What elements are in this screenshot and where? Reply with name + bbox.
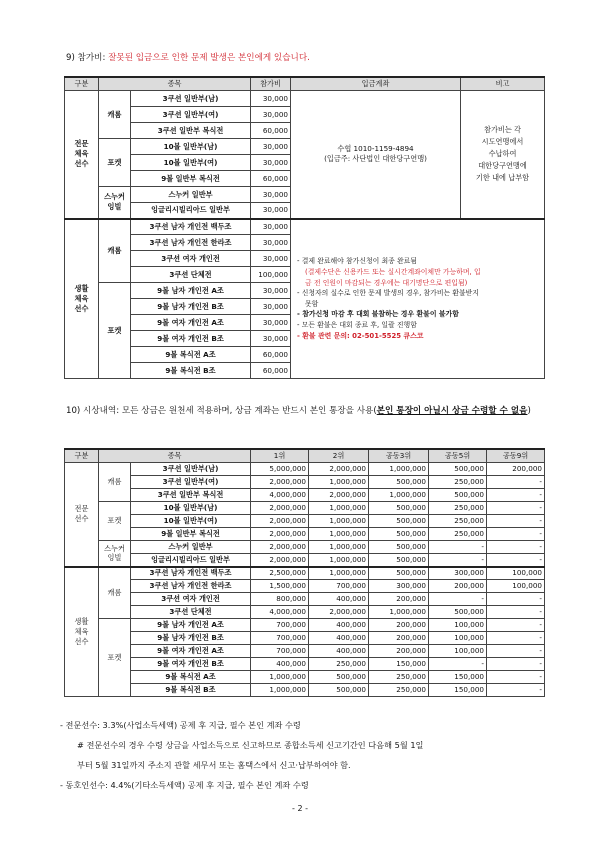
prize-third: 500,000 [369,554,429,567]
event-name: 9볼 복식전 A조 [131,347,251,363]
header-fifth: 공동5위 [429,449,487,463]
table-row [65,476,545,489]
event-fee: 30,000 [251,219,291,235]
prize-table [64,448,545,697]
prize-first: 2,000,000 [251,502,309,515]
prize-second: 400,000 [309,593,369,606]
event-fee: 30,000 [251,251,291,267]
event-name: 3쿠션 일반부(남) [131,91,251,107]
prize-ninth: - [487,684,545,697]
sub-carom: 캐롬 [99,91,131,139]
prize-fifth: 250,000 [429,502,487,515]
section10-title [66,402,544,420]
header-category: 구분 [65,77,99,91]
prize-first: 1,000,000 [251,671,309,684]
event-name: 3쿠션 일반부 복식전 [131,123,251,139]
prize-second: 500,000 [309,684,369,697]
group-pro: 전문 선수 [65,463,99,567]
prize-ninth: 100,000 [487,567,545,580]
sub-snooker: 스누커 잉빌 [99,187,131,219]
prize-ninth: 200,000 [487,463,545,476]
event-fee: 60,000 [251,347,291,363]
prize-second: 400,000 [309,645,369,658]
event-fee: 30,000 [251,139,291,155]
note-line: - 신청자의 실수로 인한 문제 발생의 경우, 참가비는 환불받지 [297,289,479,298]
footnotes [60,718,550,792]
prize-third: 200,000 [369,619,429,632]
section10-title-close: ) [527,406,531,416]
prize-first: 800,000 [251,593,309,606]
prize-second: 2,000,000 [309,463,369,476]
table-row [65,528,545,541]
prize-third: 1,000,000 [369,489,429,502]
note-line: - 결제 완료해야 참가신청이 최종 완료됨 [297,257,417,266]
prize-ninth: - [487,515,545,528]
sub-snooker: 스누커 잉빌 [99,541,131,567]
prize-third: 250,000 [369,671,429,684]
prize-first: 2,000,000 [251,554,309,567]
prize-ninth: - [487,606,545,619]
prize-third: 500,000 [369,502,429,515]
prize-second: 1,000,000 [309,528,369,541]
table-row [65,684,545,697]
prize-second: 1,000,000 [309,541,369,554]
prize-first: 5,000,000 [251,463,309,476]
event-fee: 60,000 [251,363,291,379]
table-row [65,219,545,235]
header-remark: 비고 [461,77,545,91]
table-row [65,554,545,567]
sub-carom: 캐롬 [99,219,131,283]
prize-table-header [65,449,545,463]
table-row [65,567,545,580]
event-fee: 30,000 [251,155,291,171]
event-name: 3쿠션 남자 개인전 한라조 [131,580,251,593]
prize-ninth: - [487,645,545,658]
event-name: 잉글리시빌리아드 일반부 [131,203,251,219]
prize-ninth: - [487,554,545,567]
prize-fifth: 250,000 [429,476,487,489]
prize-third: 500,000 [369,541,429,554]
event-name: 9볼 여자 개인전 B조 [131,331,251,347]
header-event: 종목 [99,449,251,463]
fee-table [64,76,545,379]
prize-first: 2,000,000 [251,515,309,528]
event-name: 9볼 여자 개인전 A조 [131,645,251,658]
event-name: 9볼 여자 개인전 B조 [131,658,251,671]
section10-title-underline: 본인 통장이 아닐시 상금 수령할 수 없음 [376,406,528,416]
prize-fifth: 100,000 [429,632,487,645]
prize-second: 400,000 [309,619,369,632]
event-name: 9볼 일반부 복식전 [131,171,251,187]
header-first: 1위 [251,449,309,463]
event-fee: 30,000 [251,91,291,107]
note-line: - 모든 환불은 대회 종료 후, 일괄 진행함 [297,320,417,329]
section9-title [66,52,310,65]
prize-ninth: - [487,541,545,554]
account-cell [291,91,461,219]
event-name: 9볼 일반부 복식전 [131,528,251,541]
table-row [65,91,545,107]
prize-first: 700,000 [251,645,309,658]
prize-fifth: 150,000 [429,671,487,684]
account-holder: (입금주: 사단법인 대한당구연맹) [324,154,427,164]
header-event: 종목 [99,77,251,91]
prize-fifth: 250,000 [429,528,487,541]
prize-first: 2,000,000 [251,528,309,541]
prize-ninth: - [487,502,545,515]
table-row [65,541,545,554]
table-row [65,489,545,502]
prize-first: 4,000,000 [251,489,309,502]
sub-pocket: 포켓 [99,502,131,541]
prize-fifth: 500,000 [429,606,487,619]
page-number: - 2 - [292,804,308,813]
table-row [65,619,545,632]
prize-fifth: - [429,593,487,606]
footnote-tax-cont: 부터 5월 31일까지 주소지 관할 세무서 또는 홈택스에서 신고·납부하여야 함. [77,760,351,770]
event-fee: 30,000 [251,187,291,203]
note-line: - 참가신청 마감 후 대회 불참하는 경우 환불이 불가함 [297,310,459,319]
section10-title-text: 10) 시상내역: 모든 상금은 원천세 적용하며, 상금 계좌는 반드시 본인 통장을 사용( [66,406,377,416]
prize-third: 1,000,000 [369,606,429,619]
note-line: - 환불 관련 문의: 02-501-5525 큐스코 [297,331,424,340]
prize-fifth: - [429,554,487,567]
group-amateur: 생활 체육 선수 [65,567,99,697]
event-name: 9볼 남자 개인전 A조 [131,619,251,632]
event-name: 3쿠션 단체전 [131,606,251,619]
prize-ninth: - [487,593,545,606]
event-name: 스누커 일반부 [131,541,251,554]
sub-carom: 캐롬 [99,463,131,502]
prize-second: 1,000,000 [309,476,369,489]
prize-third: 1,000,000 [369,463,429,476]
prize-third: 500,000 [369,476,429,489]
sub-carom: 캐롬 [99,567,131,619]
prize-ninth: - [487,658,545,671]
header-fee: 참가비 [251,77,291,91]
event-fee: 30,000 [251,235,291,251]
sub-pocket: 포켓 [99,283,131,379]
remark-cell: 참가비는 각 시도연맹에서 수납하여 대한당구연맹에 기한 내에 납부함 [461,91,545,219]
prize-ninth: - [487,489,545,502]
prize-ninth: - [487,476,545,489]
event-name: 3쿠션 일반부 복식전 [131,489,251,502]
sub-pocket: 포켓 [99,619,131,697]
event-name: 3쿠션 단체전 [131,267,251,283]
prize-fifth: - [429,541,487,554]
footnote-tax: # 전문선수의 경우 수령 상금을 사업소득으로 신고하므로 종합소득세 신고기간인 다음해 5월 1일 [77,740,424,750]
header-second: 2위 [309,449,369,463]
prize-second: 2,000,000 [309,489,369,502]
prize-third: 200,000 [369,593,429,606]
prize-fifth: 100,000 [429,619,487,632]
table-row [65,463,545,476]
prize-third: 200,000 [369,632,429,645]
header-third: 공동3위 [369,449,429,463]
table-row [65,632,545,645]
prize-ninth: 100,000 [487,580,545,593]
event-name: 10볼 일반부(남) [131,502,251,515]
prize-ninth: - [487,619,545,632]
event-name: 3쿠션 일반부(여) [131,476,251,489]
event-name: 3쿠션 여자 개인전 [131,593,251,606]
prize-third: 200,000 [369,645,429,658]
event-fee: 30,000 [251,299,291,315]
event-name: 10볼 일반부(남) [131,139,251,155]
note-line: 못함 [305,299,319,308]
event-name: 3쿠션 남자 개인전 백두조 [131,567,251,580]
table-row [65,658,545,671]
prize-second: 2,000,000 [309,606,369,619]
prize-second: 250,000 [309,658,369,671]
event-name: 9볼 남자 개인전 B조 [131,299,251,315]
prize-fifth: 250,000 [429,515,487,528]
prize-third: 500,000 [369,567,429,580]
prize-fifth: 500,000 [429,489,487,502]
event-name: 스누커 일반부 [131,187,251,203]
event-name: 9볼 남자 개인전 B조 [131,632,251,645]
prize-first: 2,000,000 [251,541,309,554]
fee-table-header [65,77,545,91]
note-line: 금 전 인원이 마감되는 경우에는 대기명단으로 편입됨) [305,278,468,287]
header-account: 입금계좌 [291,77,461,91]
header-ninth: 공동9위 [487,449,545,463]
event-fee: 60,000 [251,123,291,139]
prize-ninth: - [487,632,545,645]
prize-second: 1,000,000 [309,515,369,528]
event-name: 3쿠션 일반부(여) [131,107,251,123]
prize-first: 2,500,000 [251,567,309,580]
event-name: 잉글리시빌리아드 일반부 [131,554,251,567]
table-row [65,593,545,606]
table-row [65,515,545,528]
prize-first: 2,000,000 [251,476,309,489]
event-name: 9볼 복식전 A조 [131,671,251,684]
section9-number: 9) 참가비: [66,53,106,63]
prize-third: 300,000 [369,580,429,593]
prize-first: 700,000 [251,619,309,632]
event-name: 9볼 남자 개인전 A조 [131,283,251,299]
event-fee: 30,000 [251,331,291,347]
event-fee: 100,000 [251,267,291,283]
event-name: 9볼 복식전 B조 [131,363,251,379]
group-amateur: 생활 체육 선수 [65,219,99,379]
table-row [65,580,545,593]
event-fee: 30,000 [251,283,291,299]
event-name: 3쿠션 남자 개인전 백두조 [131,219,251,235]
prize-first: 400,000 [251,658,309,671]
prize-fifth: 500,000 [429,463,487,476]
prize-fifth: - [429,658,487,671]
event-name: 9볼 복식전 B조 [131,684,251,697]
account-number: 수협 1010-1159-4894 [337,144,414,154]
event-fee: 30,000 [251,107,291,123]
prize-first: 700,000 [251,632,309,645]
prize-second: 1,000,000 [309,567,369,580]
header-category: 구분 [65,449,99,463]
event-name: 9볼 여자 개인전 A조 [131,315,251,331]
event-name: 3쿠션 남자 개인전 한라조 [131,235,251,251]
table-row [65,671,545,684]
prize-fifth: 200,000 [429,580,487,593]
prize-second: 1,000,000 [309,502,369,515]
event-name: 3쿠션 여자 개인전 [131,251,251,267]
event-name: 10볼 일반부(여) [131,155,251,171]
prize-fifth: 100,000 [429,645,487,658]
note-line: (결제수단은 신용카드 또는 실시간계좌이체만 가능하며, 입 [305,267,481,276]
event-fee: 30,000 [251,315,291,331]
prize-ninth: - [487,671,545,684]
prize-ninth: - [487,528,545,541]
prize-third: 150,000 [369,658,429,671]
prize-fifth: 300,000 [429,567,487,580]
section9-warning: 잘못된 입금으로 인한 문제 발생은 본인에게 있습니다. [108,53,310,63]
prize-fifth: 150,000 [429,684,487,697]
prize-first: 1,000,000 [251,684,309,697]
prize-third: 250,000 [369,684,429,697]
prize-second: 400,000 [309,632,369,645]
prize-first: 1,500,000 [251,580,309,593]
footnote-amateur: - 동호인선수: 4.4%(기타소득세액) 공제 후 지급, 필수 본인 계좌 수령 [60,780,309,790]
footnote-pro: - 전문선수: 3.3%(사업소득세액) 공제 후 지급, 필수 본인 계좌 수령 [60,720,301,730]
prize-third: 500,000 [369,528,429,541]
prize-second: 700,000 [309,580,369,593]
refund-notes [291,219,545,379]
event-fee: 60,000 [251,171,291,187]
event-fee: 30,000 [251,203,291,219]
event-name: 3쿠션 일반부(남) [131,463,251,476]
table-row [65,502,545,515]
event-name: 10볼 일반부(여) [131,515,251,528]
sub-pocket: 포켓 [99,139,131,187]
prize-first: 4,000,000 [251,606,309,619]
table-row [65,606,545,619]
group-pro: 전문 체육 선수 [65,91,99,219]
prize-third: 500,000 [369,515,429,528]
prize-second: 500,000 [309,671,369,684]
prize-second: 1,000,000 [309,554,369,567]
table-row [65,645,545,658]
